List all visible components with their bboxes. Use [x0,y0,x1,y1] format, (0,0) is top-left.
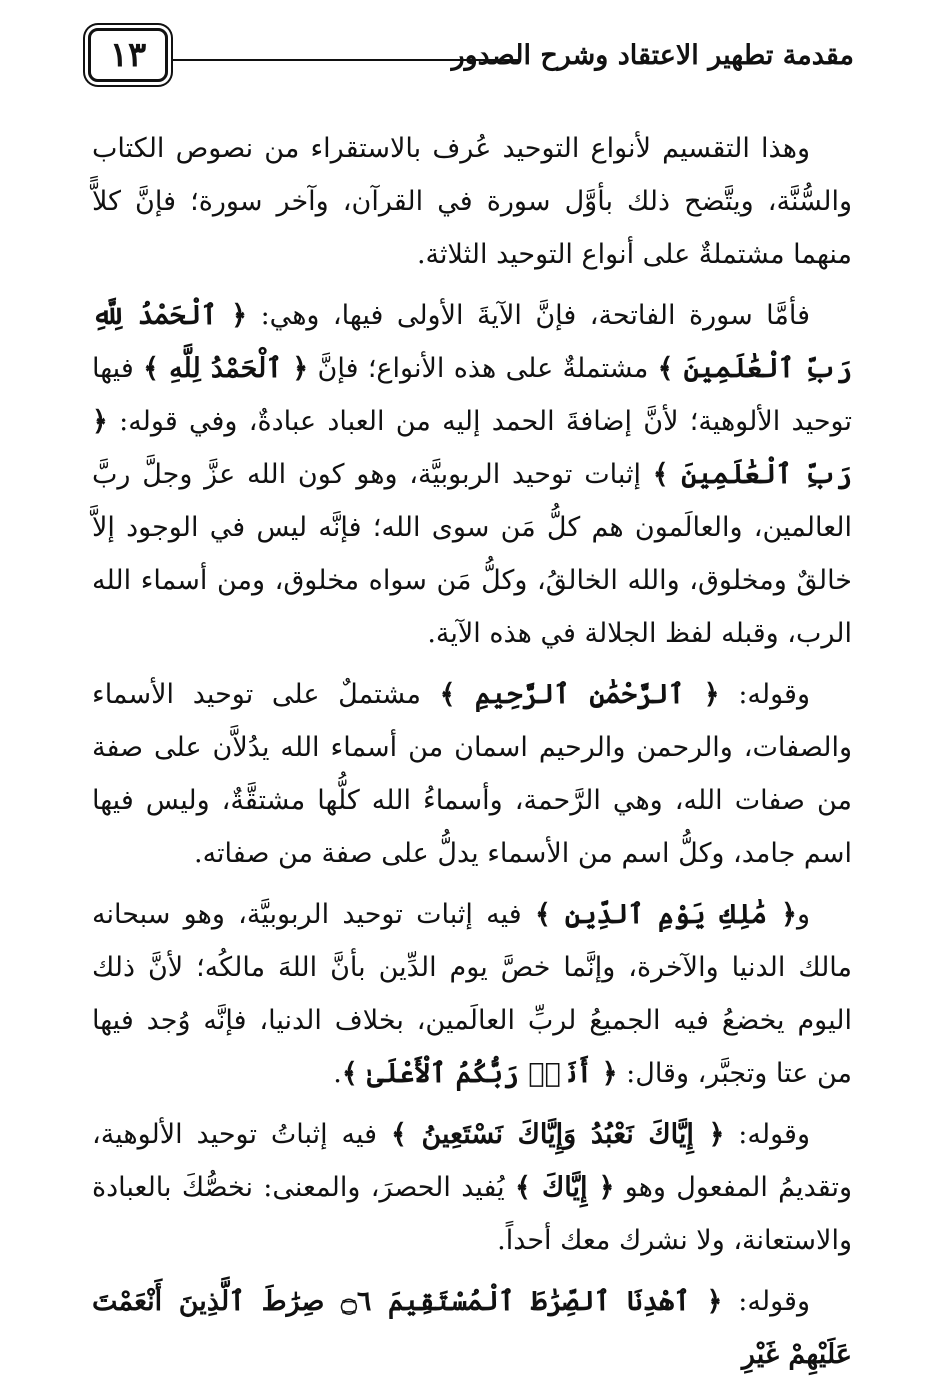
paragraph-4 [92,888,852,1100]
text: فيها توحيد الألوهية؛ لأنَّ إضافةَ الحمد إليه من العباد عبادةٌ، وفي قوله: [92,353,852,437]
quran-quote: ﴿ ٱلْحَمْدُ لِلَّهِ ﴾ [143,353,309,384]
paragraph-2 [92,289,852,660]
text: إثبات توحيد الربوبيَّة، وهو كون الله عزَّ وجلَّ ربَّ العالمين، والعالَمون هم كلُّ مَن سوى الله؛ فإنَّه ليس في الوجود إلاَّ خالقٌ ومخلوق، والله الخالقُ، وكلُّ مَن سواه مخلوق، ومن أسماء الله الرب، وقبله لفظ الجلالة في هذه الآية. [92,459,852,649]
quran-quote: ﴿ أَنَا۠ رَبُّكُمُ ٱلْأَعْلَىٰ ﴾ [341,1058,618,1089]
quran-quote: ﴿ إِيَّاكَ نَعْبُدُ وَإِيَّاكَ نَسْتَعِينُ ﴾ [390,1119,725,1150]
text: فيه إثبات توحيد الربوبيَّة، وهو سبحانه مالك الدنيا والآخرة، وإنَّما خصَّ يوم الدِّين بأنَّ اللهَ مالكُه؛ لأنَّ ذلك اليوم يخضعُ فيه الجميعُ لربِّ العالَمين، بخلاف الدنيا، فإنَّه وُجد فيها من عتا وتجبَّر، وقال: [92,899,852,1089]
paragraph-1 [92,122,852,281]
running-title: مقدمة تطهير الاعتقاد وشرح الصدور [451,40,854,71]
quran-quote: ﴿ ٱلرَّحْمَٰنِ ٱلرَّحِيمِ ﴾ [439,679,720,710]
text: . [333,1058,342,1089]
text: فيه إثباتُ توحيد الألوهية، وتقديمُ المفعول وهو [92,1119,853,1203]
text: يُفيد الحصرَ، والمعنى: نخصُّكَ بالعبادة والاستعانة، ولا نشرك معك أحداً. [92,1172,852,1256]
quran-quote: ﴿ ٱلْحَمْدُ لِلَّهِ رَبِّ ٱلْعَٰلَمِينَ ﴾ [92,300,853,384]
text: وقوله: [722,1286,810,1317]
body-text [92,122,852,1389]
quran-quote: ﴿ مَٰلِكِ يَوْمِ ٱلدِّينِ ﴾ [534,899,797,930]
text: وقوله: [724,1119,811,1150]
page-header [88,28,854,88]
quran-quote: ﴿ رَبِّ ٱلْعَٰلَمِينَ ﴾ [92,406,852,490]
text: مشتملةٌ على هذه الأنواع؛ فإنَّ [308,353,658,384]
text: وقوله: [719,679,811,710]
page-number: ١٣ [88,28,168,82]
text: و [796,899,810,930]
quran-quote: ﴿ إِيَّاكَ ﴾ [515,1172,615,1203]
text: مشتملٌ على توحيد الأسماء والصفات، والرحمن والرحيم اسمان من أسماء الله يدُلاَّن على صفة من صفات الله، وهي الرَّحمة، وأسماءُ الله كلُّها مشتقَّةٌ، وليس فيها اسم جامد، وكلُّ اسم من الأسماء يدلُّ على صفة من صفاته. [92,679,852,869]
paragraph-3 [92,668,852,880]
paragraph-6 [92,1275,852,1381]
text: وهذا التقسيم لأنواع التوحيد عُرف بالاستقراء من نصوص الكتاب والسُّنَّة، ويتَّضح ذلك بأوَّل سورة في القرآن، وآخر سورة؛ فإنَّ كلاًّ منهما مشتملةٌ على أنواع التوحيد الثلاثة. [92,133,852,270]
quran-quote: ﴿ ٱهْدِنَا ٱلصِّرَٰطَ ٱلْمُسْتَقِيمَ ۝٦ صِرَٰطَ ٱلَّذِينَ أَنْعَمْتَ عَلَيْهِمْ غَيْرِ [92,1286,852,1370]
paragraph-5 [92,1108,852,1267]
header-rule [168,59,519,61]
text: فأمَّا سورة الفاتحة، فإنَّ الآيةَ الأولى فيها، وهي: [247,300,810,331]
